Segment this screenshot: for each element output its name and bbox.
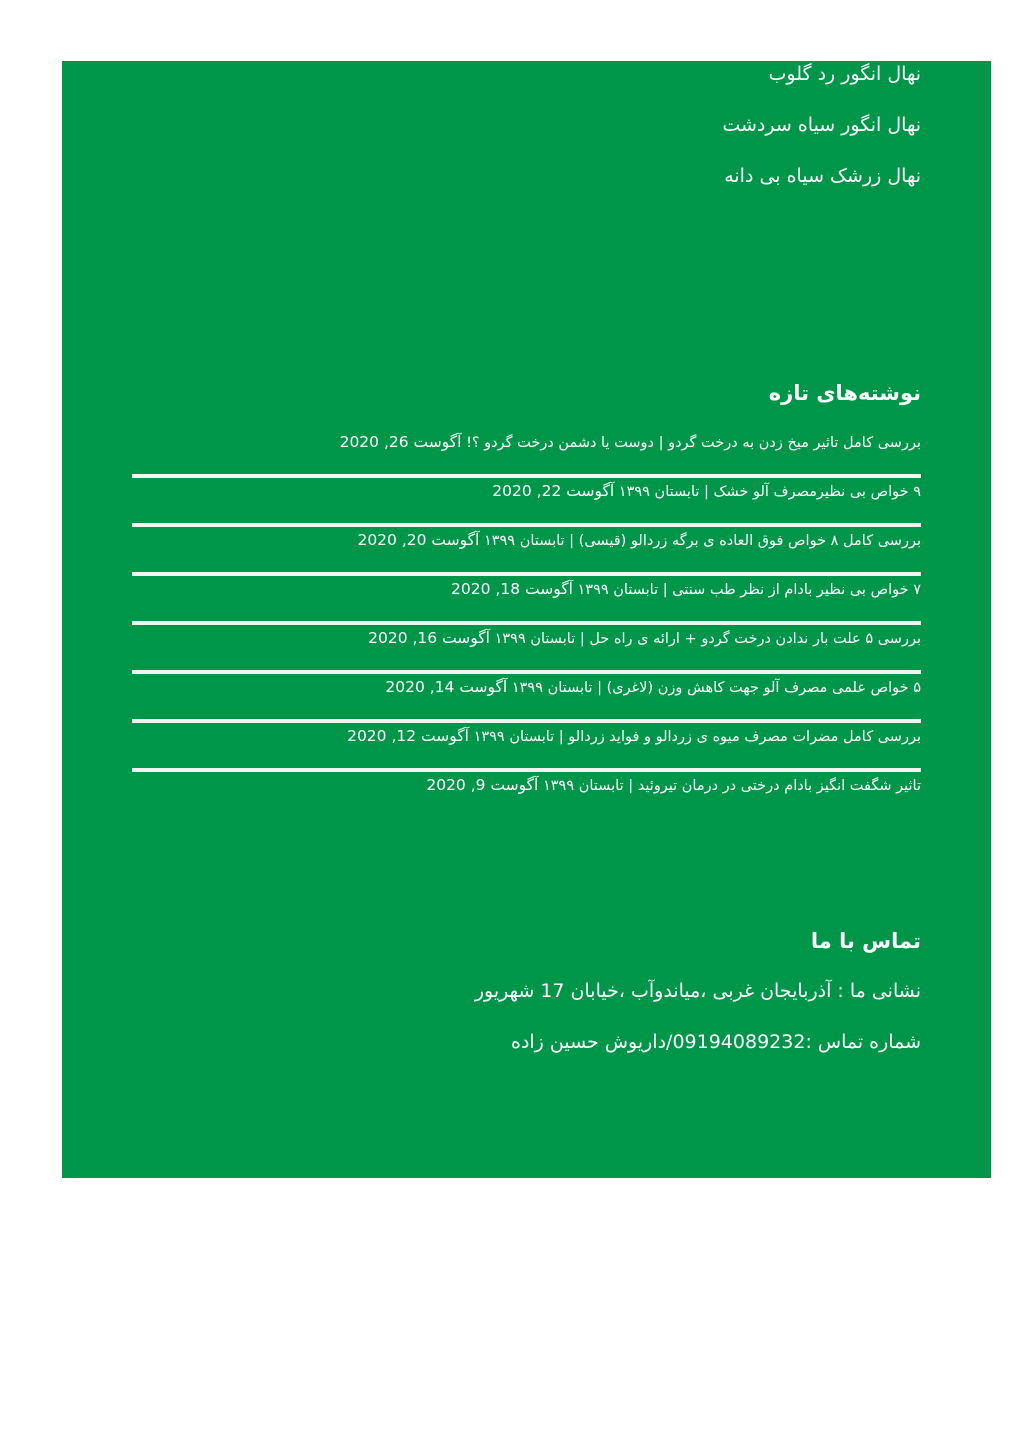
contact-title: تماس با ما	[810, 929, 921, 953]
list-item	[132, 429, 921, 478]
post-date: آگوست 20, 2020	[357, 531, 480, 549]
list-item	[132, 723, 921, 772]
post-link[interactable]: ۵ خواص علمی مصرف آلو جهت کاهش وزن (لاغری) | تابستان ۱۳۹۹	[511, 680, 921, 696]
contact-phone: شماره تماس :09194089232/داریوش حسین زاده	[510, 1031, 921, 1053]
product-link-black-sardasht-grape[interactable]: نهال انگور سیاه سردشت	[722, 114, 921, 136]
list-item	[132, 674, 921, 723]
post-date: آگوست 26, 2020	[339, 433, 462, 451]
list-item	[132, 478, 921, 527]
product-link-seedless-black-barberry[interactable]: نهال زرشک سیاه بی دانه	[724, 165, 921, 187]
post-link[interactable]: بررسی کامل تاثیر میخ زدن به درخت گردو | دوست یا دشمن درخت گردو ؟!	[466, 435, 921, 451]
product-list	[132, 61, 921, 214]
post-link[interactable]: ۹ خواص بی نظیرمصرف آلو خشک | تابستان ۱۳۹۹	[618, 484, 921, 500]
footer-panel	[62, 61, 991, 1178]
post-date: آگوست 14, 2020	[385, 678, 508, 696]
recent-posts-title: نوشته‌های تازه	[768, 381, 921, 405]
recent-posts-list	[132, 429, 921, 821]
post-date: آگوست 18, 2020	[451, 580, 573, 598]
post-date: آگوست 22, 2020	[492, 482, 615, 500]
post-date: آگوست 12, 2020	[347, 727, 469, 745]
list-item	[132, 772, 921, 821]
list-item	[132, 576, 921, 625]
list-item	[132, 527, 921, 576]
post-link[interactable]: ۷ خواص بی نظیر بادام از نظر طب سنتی | تابستان ۱۳۹۹	[577, 582, 921, 598]
contact-address: نشانی ما : آذربایجان غربی ،میاندوآب ،خیابان 17 شهریور	[474, 980, 921, 1002]
product-link-red-globe-grape[interactable]: نهال انگور رد گلوب	[768, 63, 921, 85]
post-link[interactable]: بررسی ۵ علت بار ندادن درخت گردو + ارائه ی راه حل | تابستان ۱۳۹۹	[494, 631, 921, 647]
post-date: آگوست 16, 2020	[368, 629, 490, 647]
post-link[interactable]: تاثیر شگفت انگیز بادام درختی در درمان تیروئید | تابستان ۱۳۹۹	[542, 778, 921, 794]
post-link[interactable]: بررسی کامل مضرات مصرف میوه ی زردالو و فواید زردالو | تابستان ۱۳۹۹	[473, 729, 921, 745]
list-item	[132, 625, 921, 674]
post-link[interactable]: بررسی کامل ۸ خواص فوق العاده ی برگه زردالو (قیسی) | تابستان ۱۳۹۹	[483, 533, 921, 549]
post-date: آگوست 9, 2020	[426, 776, 539, 794]
